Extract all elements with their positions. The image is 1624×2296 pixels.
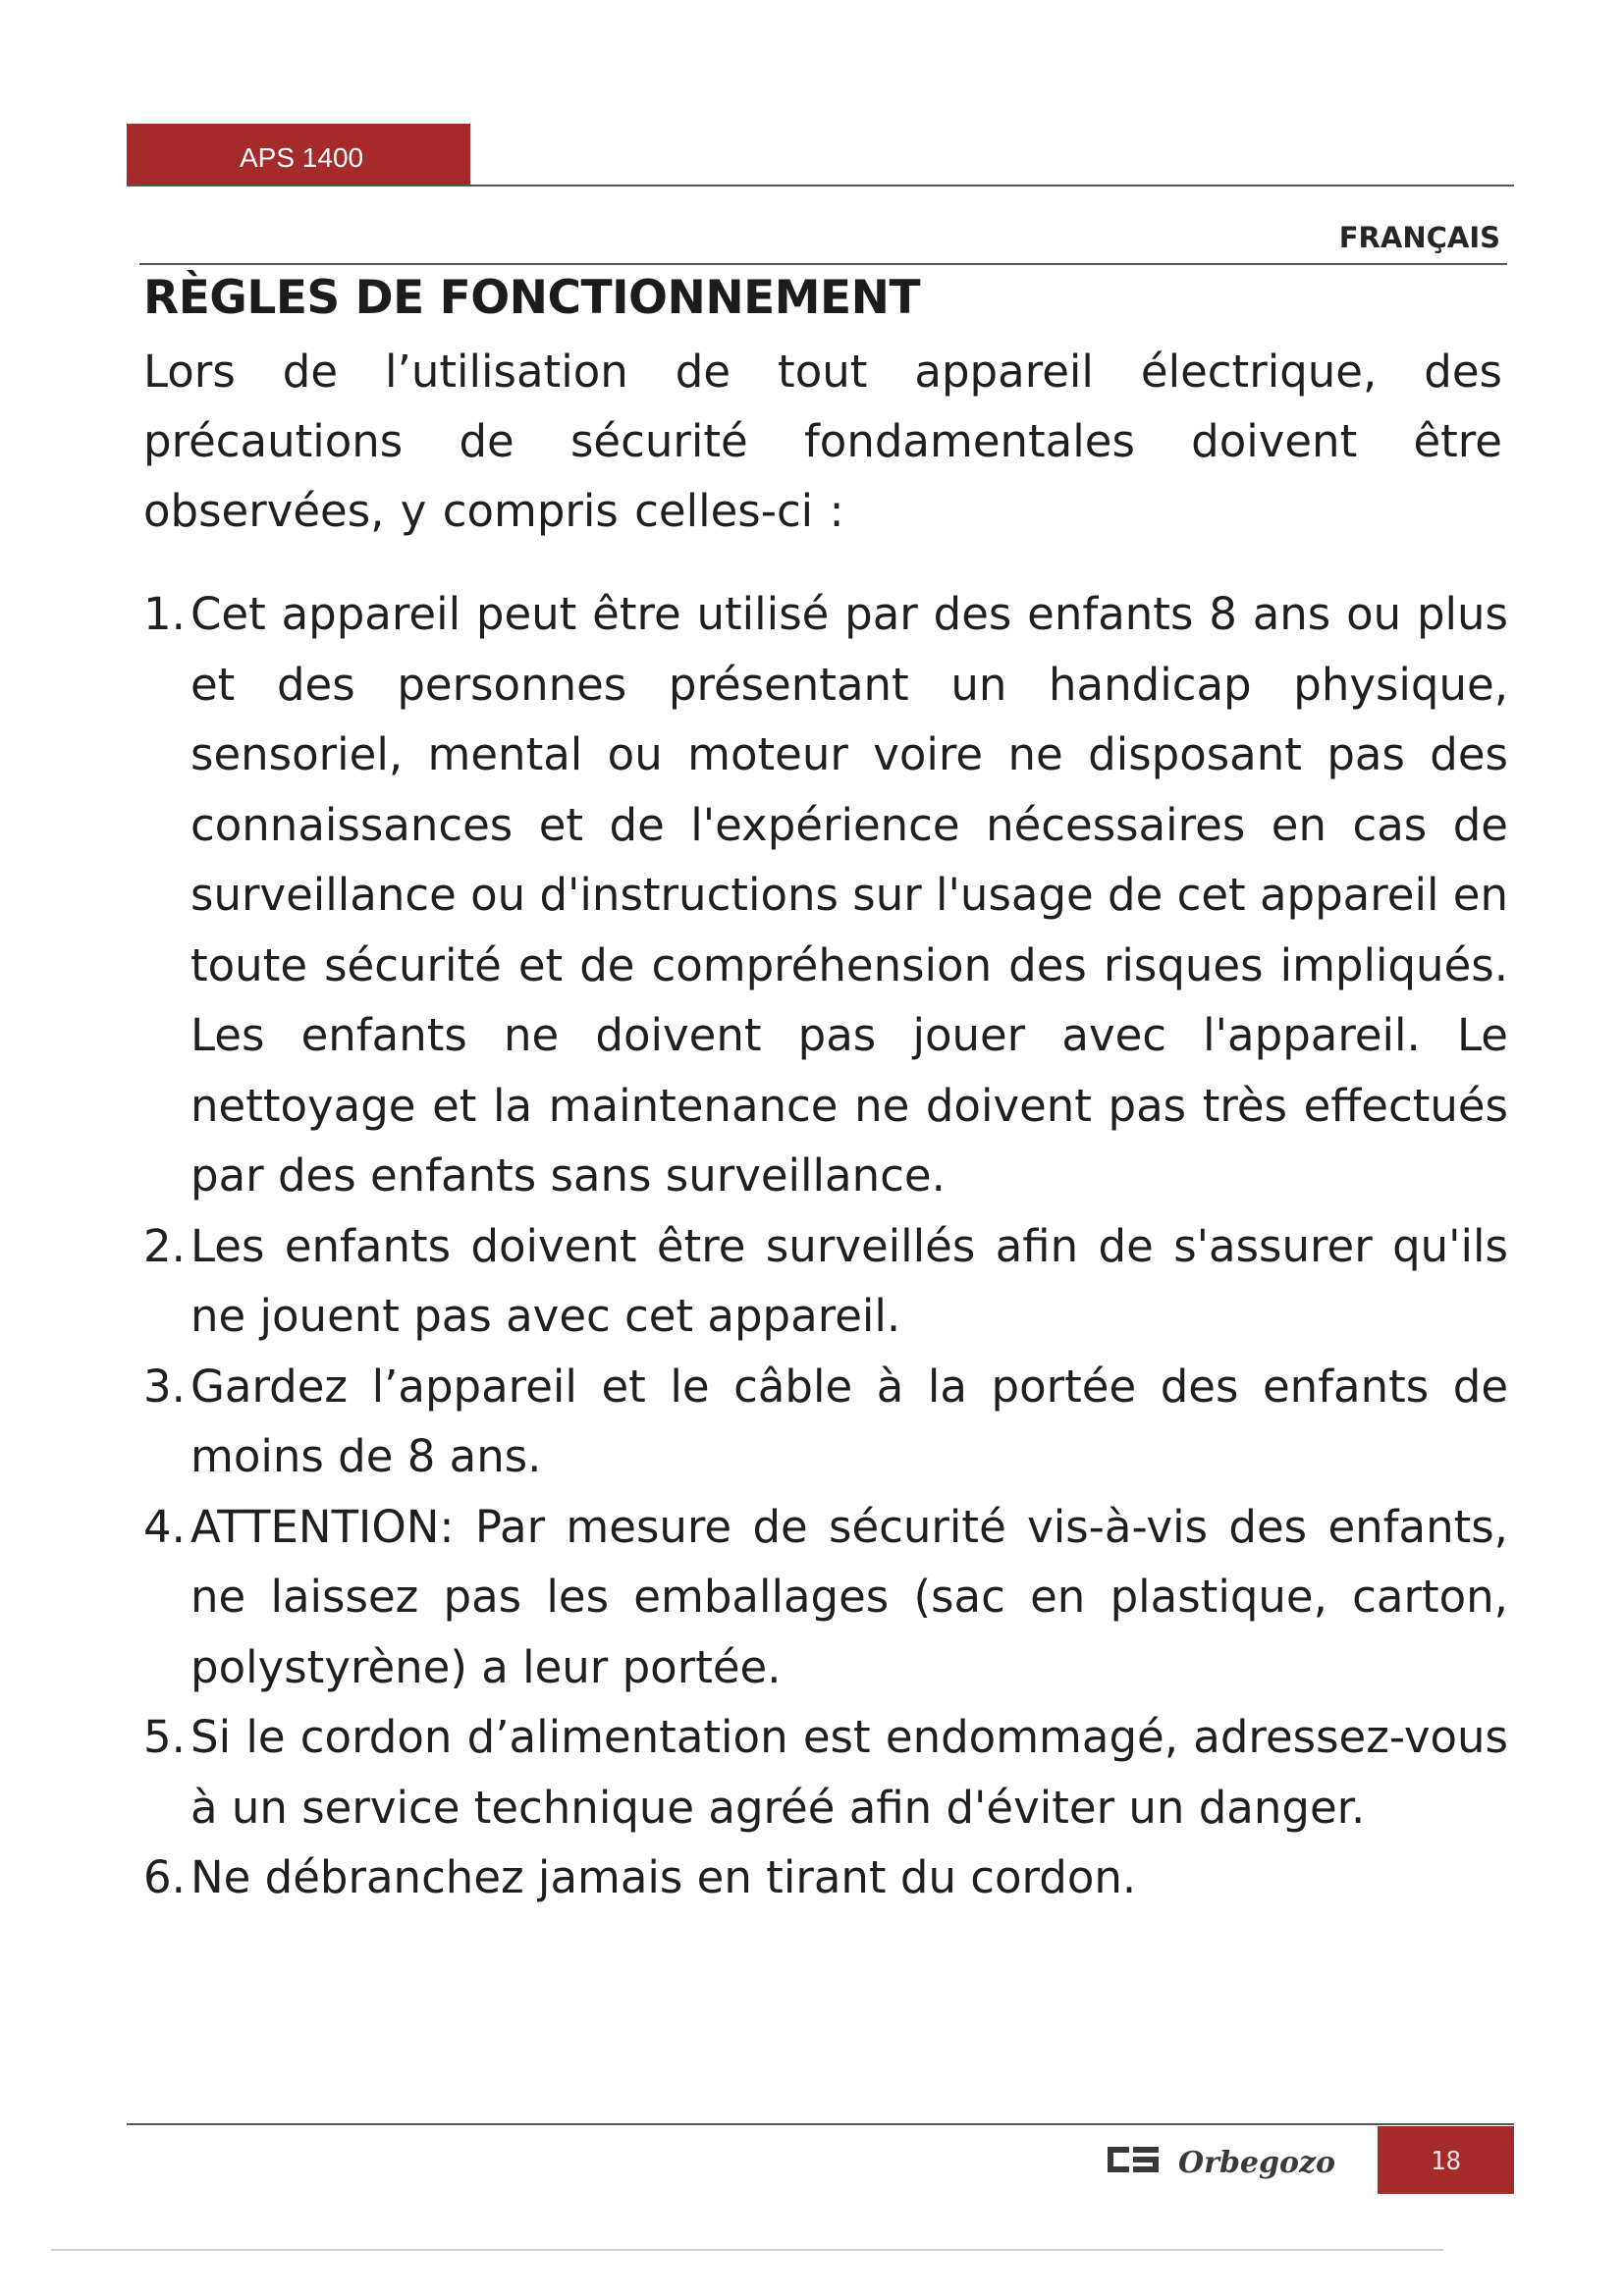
footer-rule — [127, 2123, 1514, 2125]
list-item — [143, 1352, 1508, 1492]
item-number: 3. — [143, 1360, 186, 1413]
item-number: 2. — [143, 1219, 186, 1272]
item-number: 5. — [143, 1711, 186, 1763]
list-item — [143, 579, 1508, 1211]
brand-logo — [1108, 2133, 1358, 2186]
model-label: APS 1400 — [240, 142, 364, 173]
list-item — [143, 1492, 1508, 1703]
list-item — [143, 1842, 1508, 1913]
list-item — [143, 1211, 1508, 1352]
model-tab — [127, 124, 470, 185]
item-text: Cet appareil peut être utilisé par des enfants 8 ans ou plus et des personnes présentant un handicap physique, sensoriel, mental ou moteur voire ne disposant pas des connaissances et de l'expérience nécessaires en cas de surveillance ou d'instructions sur l'usage de cet appareil en toute sécurité et de compréhension des risques impliqués. Les enfants ne doivent pas jouer avec l'appareil. Le nettoyage et la maintenance ne doivent pas très effectués par des enfants sans surveillance. — [190, 588, 1508, 1201]
language-label: FRANÇAIS — [1338, 221, 1500, 254]
list-item — [143, 1702, 1508, 1842]
page-number: 18 — [1430, 2147, 1462, 2176]
item-text: Si le cordon d’alimentation est endommagé, adressez-vous à un service technique agréé afin d'éviter un danger. — [190, 1711, 1508, 1834]
brand-wordmark: Orbegozo — [1178, 2146, 1336, 2180]
item-number: 1. — [143, 588, 186, 640]
item-number: 6. — [143, 1851, 186, 1903]
rules-list — [143, 579, 1508, 1913]
item-number: 4. — [143, 1500, 186, 1553]
brand-mark-icon — [1108, 2147, 1159, 2172]
item-text: Gardez l’appareil et le câble à la portée des enfants de moins de 8 ans. — [190, 1360, 1508, 1482]
item-text: Les enfants doivent être surveillés afin de s'assurer qu'ils ne jouent pas avec cet appareil. — [190, 1219, 1508, 1342]
page-number-tab — [1378, 2126, 1514, 2194]
item-text: Ne débranchez jamais en tirant du cordon. — [190, 1851, 1137, 1903]
section-title: RÈGLES DE FONCTIONNEMENT — [143, 271, 921, 325]
page-edge-rule — [51, 2249, 1443, 2251]
header-rule — [127, 185, 1514, 187]
language-rule — [139, 263, 1507, 265]
intro-paragraph: Lors de l’utilisation de tout appareil électrique, des précautions de sécurité fondamentales doivent être observées, y compris celles-ci : — [143, 346, 1502, 537]
item-text: ATTENTION: Par mesure de sécurité vis-à-vis des enfants, ne laissez pas les emballages (sac en plastique, carton, polystyrène) a leur portée. — [190, 1500, 1508, 1693]
